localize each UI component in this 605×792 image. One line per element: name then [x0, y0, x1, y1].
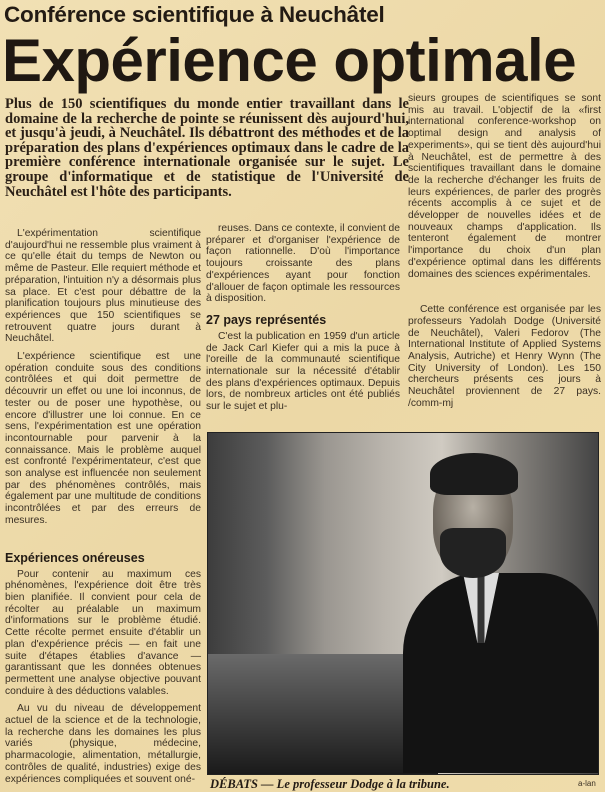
subheading: 27 pays représentés: [206, 312, 327, 327]
photo-credit: a-lan: [578, 779, 596, 788]
paragraph: C'est la publication en 1959 d'un article de Jack Carl Kiefer qui a mis la puce à l'oreille de la communauté scientifique internationale sur la nécessité d'établir des plans d'expériences optimaux. Depuis lors, de nombreux articles ont été publiés sur le sujet et plu-: [206, 330, 400, 413]
kicker: Conférence scientifique à Neuchâtel: [4, 2, 385, 27]
column-1: [5, 228, 201, 791]
photo-figure-hair: [430, 453, 518, 495]
subheading: Expériences onéreuses: [5, 550, 145, 565]
paragraph: L'expérimentation scientifique d'aujourd'hui ne ressemble plus vraiment à ce qu'elle était du temps de Newton ou même de Pasteur. Elle requiert méthode et préparation, l'intuition n'y a désormais plus sa place. Et c'est pour débattre de la planification toujours plus minutieuse des expériences que 150 scientifiques se retrouvent quatre jours durant à Neuchâtel.: [5, 228, 201, 345]
paragraph: Au vu du niveau de développement actuel de la science et de la technologie, la recherche dans les domaines les plus variés (physique, médecine, pharmacologie, alimentation, métallurgie, contrôles de qualité, industries) exige des expériences compliquées et souvent oné-: [5, 703, 201, 785]
column-2: [206, 223, 400, 419]
column-3: [408, 93, 601, 416]
paragraph: reuses. Dans ce contexte, il convient de préparer et d'organiser l'expérience de façon rationnelle. D'où l'importance toujours croissante des plans d'expériences ayant pour fonction d'allouer de façon optimale les ressources à disposition.: [206, 223, 401, 305]
photo-caption: DÉBATS — Le professeur Dodge à la tribune.: [210, 777, 450, 791]
photo-figure-beard: [440, 528, 506, 578]
paragraph: Pour contenir au maximum ces phénomènes, l'expérience doit être très bien planifiée. Il convient pour cela de récolter au préalable un maximum d'informations sur le problème étudié. Cette récolte permet ensuite d'établir un plan d'expérience précis — en fait une suite d'étapes établies d'avance — garantissant que les données obtenues permettent une analyse objective pouvant conduire à des déductions valables.: [5, 568, 201, 697]
paragraph: Cette conférence est organisée par les professeurs Yadolah Dodge (Université de Neuchâtel), Valeri Fedorov (The International Institute of Applied Systems Analysis, Autriche) et Henry Wynn (The City University of London). Les 150 chercheurs présents ces jours à Neuchâtel proviennent de 27 pays. /comm-mj: [408, 304, 601, 409]
photo-figure-body: [403, 573, 598, 773]
headline: Expérience optimale: [2, 27, 577, 94]
photo-professor-dodge: [207, 432, 599, 775]
paragraph: L'expérience scientifique est une opération conduite sous des conditions contrôlées et qui doit permettre de découvrir un effet ou une loi inconnus, de tester ou de poser une hypothèse, ou encore d'illustrer une loi connue. En ce sens, l'expérimentation est une opération incontournable pour parvenir à la connaissance. Mais le problème auquel est confronté l'expérimentateur, c'est que son analyse est influencée non seulement par des phénomènes contrôlés, mais également par une multitude de conditions incontrôlées et par des erreurs de mesures.: [5, 351, 201, 526]
paragraph: sieurs groupes de scientifiques se sont mis au travail. L'objectif de la «first international conference-workshop on optimal design and analysis of experiments», qui se tient dès aujourd'hui à Neuchâtel, est de permettre à des scientifiques travaillant dans le domaine de la recherche d'échanger les fruits de leurs expériences, de parler des progrès récents accomplis à ce sujet et de développer de nouvelles idées et de nouveaux champs d'application. Ils tenteront également de montrer l'importance du choix d'un plan d'expérience optimal dans les différents domaines des sciences expérimentales.: [408, 93, 601, 280]
lead-paragraph: Plus de 150 scientifiques du monde entier travaillant dans le domaine de la recherche de pointe se réunissent dès aujourd'hui, et jusqu'à jeudi, à Neuchâtel. Ils débattront des méthodes et de la préparation des plans d'expériences optimaux dans le cadre de la première conférence internationale organisée sur le sujet. Le groupe d'informatique et de statistique de l'Université de Neuchâtel est l'hôte des participants.: [5, 96, 409, 200]
